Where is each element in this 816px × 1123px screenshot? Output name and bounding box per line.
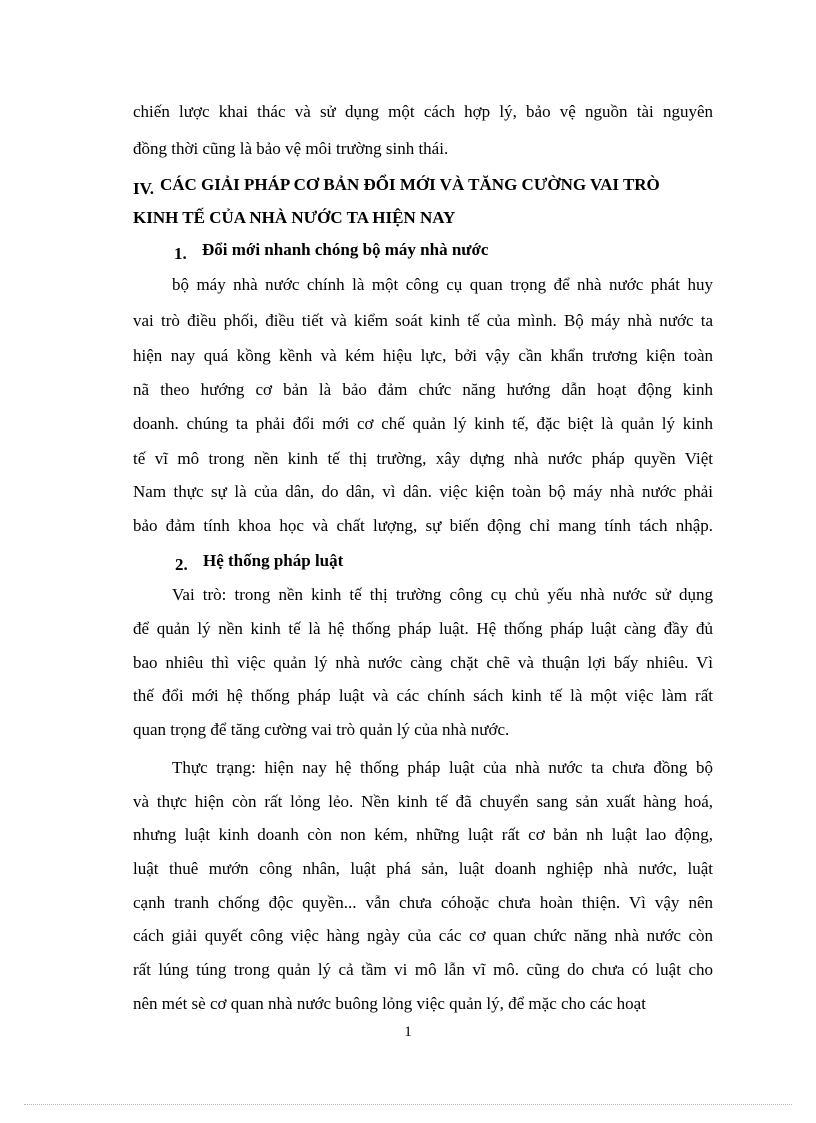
subsection-1-line-1: bộ máy nhà nước chính là một công cụ quan trọng để nhà nước phát huy: [172, 275, 713, 294]
status-line-3: nhưng luật kinh doanh còn non kém, những luật rất cơ bản nh luật lao động,: [133, 825, 713, 844]
intro-line-1: chiến lược khai thác và sử dụng một cách hợp lý, bảo vệ nguồn tài nguyên: [133, 102, 713, 121]
intro-line-2: đồng thời cũng là bảo vệ môi trường sinh thái.: [133, 139, 449, 158]
section-number: IV.: [133, 179, 154, 198]
status-line-4: luật thuê mướn công nhân, luật phá sản, luật doanh nghiệp nhà nước, luật: [133, 859, 713, 878]
status-line-5: cạnh tranh chống độc quyền... vẫn chưa cóhoặc chưa hoàn thiện. Vì vậy nên: [133, 893, 713, 912]
subsection-1-line-4: nã theo hướng cơ bản là bảo đảm chức năng hướng dẫn hoạt động kinh: [133, 380, 713, 399]
status-line-1: Thực trạng: hiện nay hệ thống pháp luật của nhà nước ta chưa đồng bộ: [172, 758, 713, 777]
subsection-2-heading: [175, 551, 344, 574]
section-title-line-1: CÁC GIẢI PHÁP CƠ BẢN ĐỔI MỚI VÀ TĂNG CƯỜNG VAI TRÒ: [159, 175, 660, 194]
subsection-1-number: 1.: [174, 244, 187, 263]
status-line-8: nên mét sè cơ quan nhà nước buông lỏng việc quản lý, để mặc cho các hoạt: [133, 994, 646, 1013]
status-line-2: và thực hiện còn rất lỏng lẻo. Nền kinh tế đã chuyển sang sản xuất hàng hoá,: [133, 792, 713, 811]
subsection-2-number: 2.: [175, 555, 188, 574]
subsection-1-line-3: hiện nay quá kồng kềnh và kém hiệu lực, bởi vậy cần khẩn trương kiện toàn: [133, 346, 713, 365]
status-line-6: cách giải quyết công việc hàng ngày của các cơ quan chức năng nhà nước còn: [133, 926, 713, 945]
subsection-1-line-6: tế vĩ mô trong nền kinh tế thị trường, xây dựng nhà nước pháp quyền Việt: [133, 449, 713, 468]
role-line-5: quan trọng để tăng cường vai trò quản lý của nhà nước.: [133, 720, 510, 739]
subsection-2-title: Hệ thống pháp luật: [203, 551, 344, 570]
section-heading-line-1: [133, 175, 723, 198]
subsection-1-title: Đổi mới nhanh chóng bộ máy nhà nước: [202, 240, 489, 259]
subsection-1-heading: [174, 240, 489, 263]
status-line-7: rất lúng túng trong quản lý cả tầm vi mô lẫn vĩ mô. cũng do chưa có luật cho: [133, 960, 713, 979]
subsection-1-line-8: bảo đảm tính khoa học và chất lượng, sự biến động chỉ mang tính tách nhập.: [133, 516, 713, 535]
role-line-2: để quản lý nền kinh tế là hệ thống pháp luật. Hệ thống pháp luật càng đầy đủ: [133, 619, 713, 638]
subsection-1-line-5: doanh. chúng ta phải đổi mới cơ chế quản lý kinh tế, đặc biệt là quản lý kinh: [133, 414, 713, 433]
role-line-4: thế đổi mới hệ thống pháp luật và các chính sách kinh tế là một việc làm rất: [133, 686, 713, 705]
subsection-1-line-2: vai trò điều phối, điều tiết và kiểm soát kinh tế của mình. Bộ máy nhà nước ta: [133, 311, 713, 330]
page-number: 1: [404, 1024, 412, 1040]
role-line-1: Vai trò: trong nền kinh tế thị trường công cụ chủ yếu nhà nước sử dụng: [172, 585, 713, 604]
section-heading-line-2: KINH TẾ CỦA NHÀ NƯỚC TA HIỆN NAY: [133, 208, 456, 227]
footer-divider: [24, 1104, 792, 1105]
role-line-3: bao nhiêu thì việc quản lý nhà nước càng chặt chẽ và thuận lợi bấy nhiêu. Vì: [133, 653, 713, 672]
subsection-1-line-7: Nam thực sự là của dân, do dân, vì dân. việc kiện toàn bộ máy nhà nước phải: [133, 482, 713, 501]
